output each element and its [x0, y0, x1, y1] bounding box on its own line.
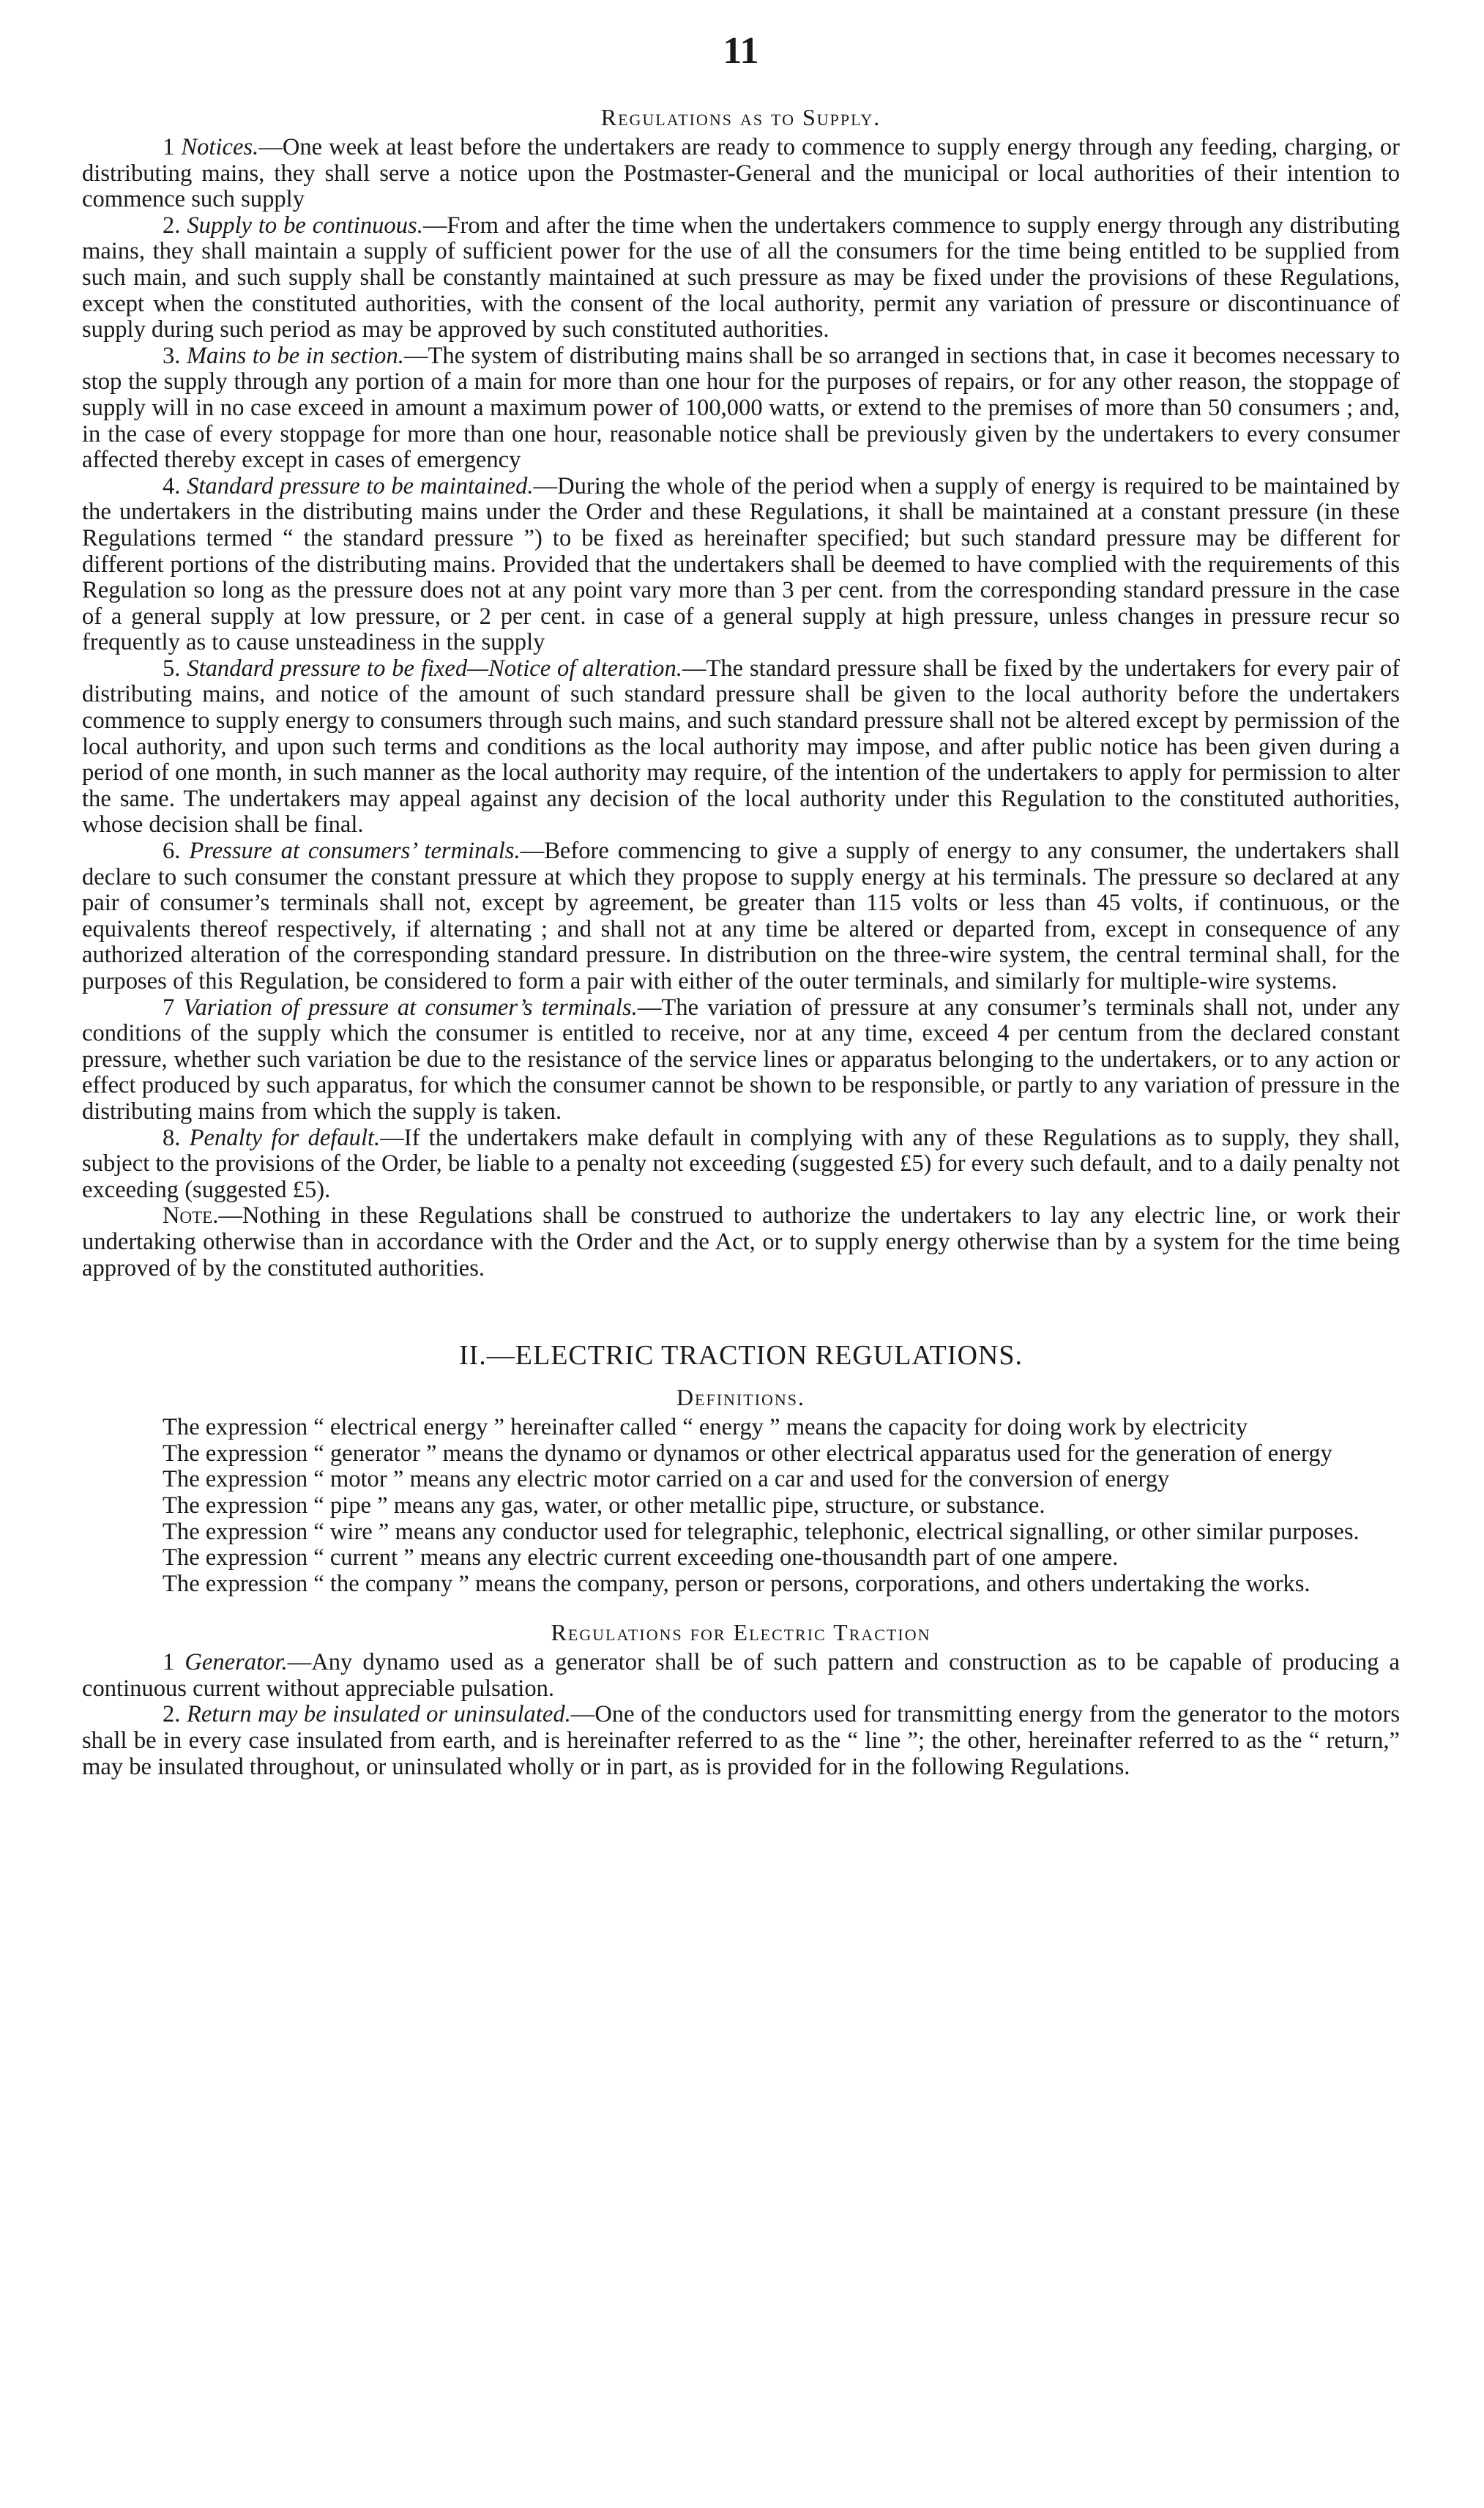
- regulation-title: Standard pressure to be maintained.: [187, 472, 534, 499]
- regulation-title: Notices.: [181, 134, 259, 160]
- regulation-paragraph: [82, 1650, 1400, 1702]
- supply-regulations-heading: Regulations as to Supply.: [600, 104, 881, 130]
- regulation-title: Return may be insulated or uninsulated.: [186, 1701, 571, 1728]
- traction-regulations-heading: II.—ELECTRIC TRACTION REGULATIONS.: [458, 1340, 1023, 1372]
- regulation-text: —One of the conductors used for transmitting energy from the generator to the motors shall be in every case insulated from earth, and is hereinafter referred to as the “ line ”; the other, hereinafter referred to as the “ return,” may be insulated throughout, or uninsulated wholly or in part, as is provided for in the following Regulations.: [82, 1701, 1400, 1780]
- regulation-text: —The system of distributing mains shall be so arranged in sections that, in case it becomes necessary to stop the supply through any portion of a main for more than one hour for the purposes of repairs, or for any other reason, the stoppage of supply will in no case exceed in amount a maximum power of 100,000 watts, or extend to the premises of more than 50 consumers ; and, in the case of every stoppage for more than one hour, reasonable notice shall be previously given by the undertakers to every consumer affected thereby except in cases of emergency: [82, 342, 1400, 474]
- definition-paragraph: The expression “ the company ” means the company, person or persons, corporations, and others undertaking the works.: [163, 1570, 1310, 1597]
- regulation-paragraph: [82, 1702, 1400, 1780]
- regulation-title: Penalty for default.: [189, 1124, 381, 1151]
- regulation-number: 4.: [163, 472, 181, 499]
- traction-regulations-list: [82, 1650, 1400, 1780]
- regulation-text: —One week at least before the undertakers are ready to commence to supply energy through any feeding, charging, or distributing mains, they shall serve a notice upon the Postmaster-General and the municipal or local authorities of their intention to commence such supply: [82, 134, 1400, 213]
- regulation-paragraph: [82, 656, 1400, 838]
- section-spacer: [82, 1281, 1400, 1339]
- regulation-number: 8.: [163, 1124, 181, 1151]
- regulation-title: Supply to be continuous.: [187, 212, 423, 239]
- regulation-paragraph: [82, 474, 1400, 656]
- definition-paragraph: The expression “ motor ” means any electric motor carried on a car and used for the conversion of energy: [163, 1466, 1170, 1493]
- regulation-text: —The standard pressure shall be fixed by the undertakers for every pair of distributing mains, and notice of the amount of such standard pressure shall be given to the local authority before the undertakers commence to supply energy to consumers through such mains, and such standard pressure shall not be altered except by permission of the local authority, and upon such terms and conditions as the local authority may impose, and after public notice has been given during a period of one month, in such manner as the local authority may require, of the intention of the undertakers to apply for permission to alter the same. The undertakers may appeal against any decision of the local authority under this Regulation to the constituted authorities, whose decision shall be final.: [82, 655, 1400, 838]
- regulation-paragraph: [82, 343, 1400, 474]
- regulation-paragraph: [82, 838, 1400, 995]
- regulation-number: 7: [163, 994, 175, 1021]
- regulation-number: 2.: [163, 212, 181, 239]
- regulation-text: —During the whole of the period when a supply of energy is required to be maintained by the undertakers in the distributing mains under the Order and these Regulations, it shall be maintained at a constant pressure (in these Regulations termed “ the standard pressure ”) to be fixed as hereinafter specified; but such standard pressure may be different for different portions of the distributing mains. Provided that the undertakers shall be deemed to have complied with the requirements of this Regulation so long as the pressure does not at any point vary more than 3 per cent. from the corresponding standard pressure in the case of a general supply at low pressure, or 2 per cent. in case of a general supply at high pressure, unless changes in pressure recur so frequently as to cause unsteadiness in the supply: [82, 472, 1400, 656]
- regulation-title: Generator.: [184, 1649, 288, 1676]
- section-spacer: [82, 1597, 1400, 1618]
- definition-paragraph: The expression “ wire ” means any conductor used for telegraphic, telephonic, electrical signalling, or other similar purposes.: [163, 1518, 1360, 1545]
- regulation-title: Pressure at consumers’ terminals.: [189, 838, 521, 865]
- regulation-title: Standard pressure to be fixed—Notice of alteration.: [187, 655, 682, 682]
- regulation-title: Mains to be in section.: [186, 342, 404, 369]
- regulation-text: —Any dynamo used as a generator shall be of such pattern and construction as to be capable of producing a continuous current without appreciable pulsation.: [82, 1649, 1400, 1702]
- definition-paragraph: The expression “ electrical energy ” hereinafter called “ energy ” means the capacity for doing work by electricity: [163, 1414, 1248, 1441]
- regulation-number: 1: [163, 1649, 175, 1676]
- definitions-heading: Definitions.: [676, 1384, 806, 1411]
- regulation-text: —Before commencing to give a supply of energy to any consumer, the undertakers shall declare to such consumer the constant pressure at which they propose to supply energy at his terminals. The pressure so declared at any pair of consumer’s terminals shall not, except by agreement, be greater than 115 volts or less than 45 volts, if continuous, or the equivalents thereof respectively, if alternating ; and shall not at any time be altered or departed from, except in consequence of any authorized alteration of the corresponding standard pressure. In distribution on the three-wire system, the central terminal shall, for the purposes of this Regulation, be considered to form a pair with either of the outer terminals, and similarly for multiple-wire systems.: [82, 838, 1400, 994]
- document-page: [82, 29, 1400, 1780]
- supply-regulations-list: [82, 135, 1400, 1281]
- regulation-paragraph: [82, 1125, 1400, 1204]
- regulation-number: 1: [163, 134, 175, 160]
- note-text: —Nothing in these Regulations shall be construed to authorize the undertakers to lay any electric line, or work their undertaking otherwise than in accordance with the Order and the Act, or to supply energy otherwise than by a system for the time being approved of by the constituted authorities.: [82, 1202, 1400, 1281]
- regulation-text: —From and after the time when the undertakers commence to supply energy through any distributing mains, they shall maintain a supply of sufficient power for the use of all the consumers for the time being entitled to be supplied from such main, and such supply shall be constantly maintained at such pressure as may be fixed under the provisions of these Regulations, except when the constituted authorities, with the consent of the local authority, permit any variation of pressure or discontinuance of supply during such period as may be approved by such constituted authorities.: [82, 212, 1401, 343]
- regulation-number: 5.: [163, 655, 181, 682]
- regulation-paragraph: [82, 213, 1400, 343]
- regulation-text: —The variation of pressure at any consumer’s terminals shall not, under any conditions of the supply which the consumer is entitled to receive, nor at any time, exceed 4 per centum from the declared constant pressure, whether such variation be due to the resistance of the service lines or apparatus belonging to the undertakers, or to any action or effect produced by such apparatus, for which the consumer cannot be shown to be responsible, or partly to any variation of pressure in the distributing mains from which the supply is taken.: [82, 994, 1400, 1125]
- definitions-list: [82, 1415, 1400, 1597]
- note-label: Note.: [163, 1202, 219, 1229]
- page-number: 11: [723, 30, 759, 72]
- definition-paragraph: The expression “ pipe ” means any gas, water, or other metallic pipe, structure, or substance.: [163, 1492, 1045, 1519]
- regulation-title: Variation of pressure at consumer’s terminals.: [183, 994, 638, 1021]
- regulation-text: —If the undertakers make default in complying with any of these Regulations as to supply, they shall, subject to the provisions of the Order, be liable to a penalty not exceeding (suggested £5) for every such default, and to a daily penalty not exceeding (suggested £5).: [82, 1124, 1400, 1203]
- regulation-number: 6.: [163, 838, 181, 865]
- definition-paragraph: The expression “ generator ” means the dynamo or dynamos or other electrical apparatus used for the generation of energy: [163, 1440, 1332, 1467]
- electric-traction-regulations-heading: Regulations for Electric Traction: [551, 1619, 931, 1646]
- regulation-paragraph: [82, 995, 1400, 1125]
- note-paragraph: [82, 1203, 1400, 1281]
- regulation-number: 2.: [163, 1701, 181, 1728]
- regulation-number: 3.: [163, 342, 181, 369]
- definition-paragraph: The expression “ current ” means any electric current exceeding one-thousandth part of one ampere.: [163, 1544, 1119, 1571]
- regulation-paragraph: [82, 135, 1400, 213]
